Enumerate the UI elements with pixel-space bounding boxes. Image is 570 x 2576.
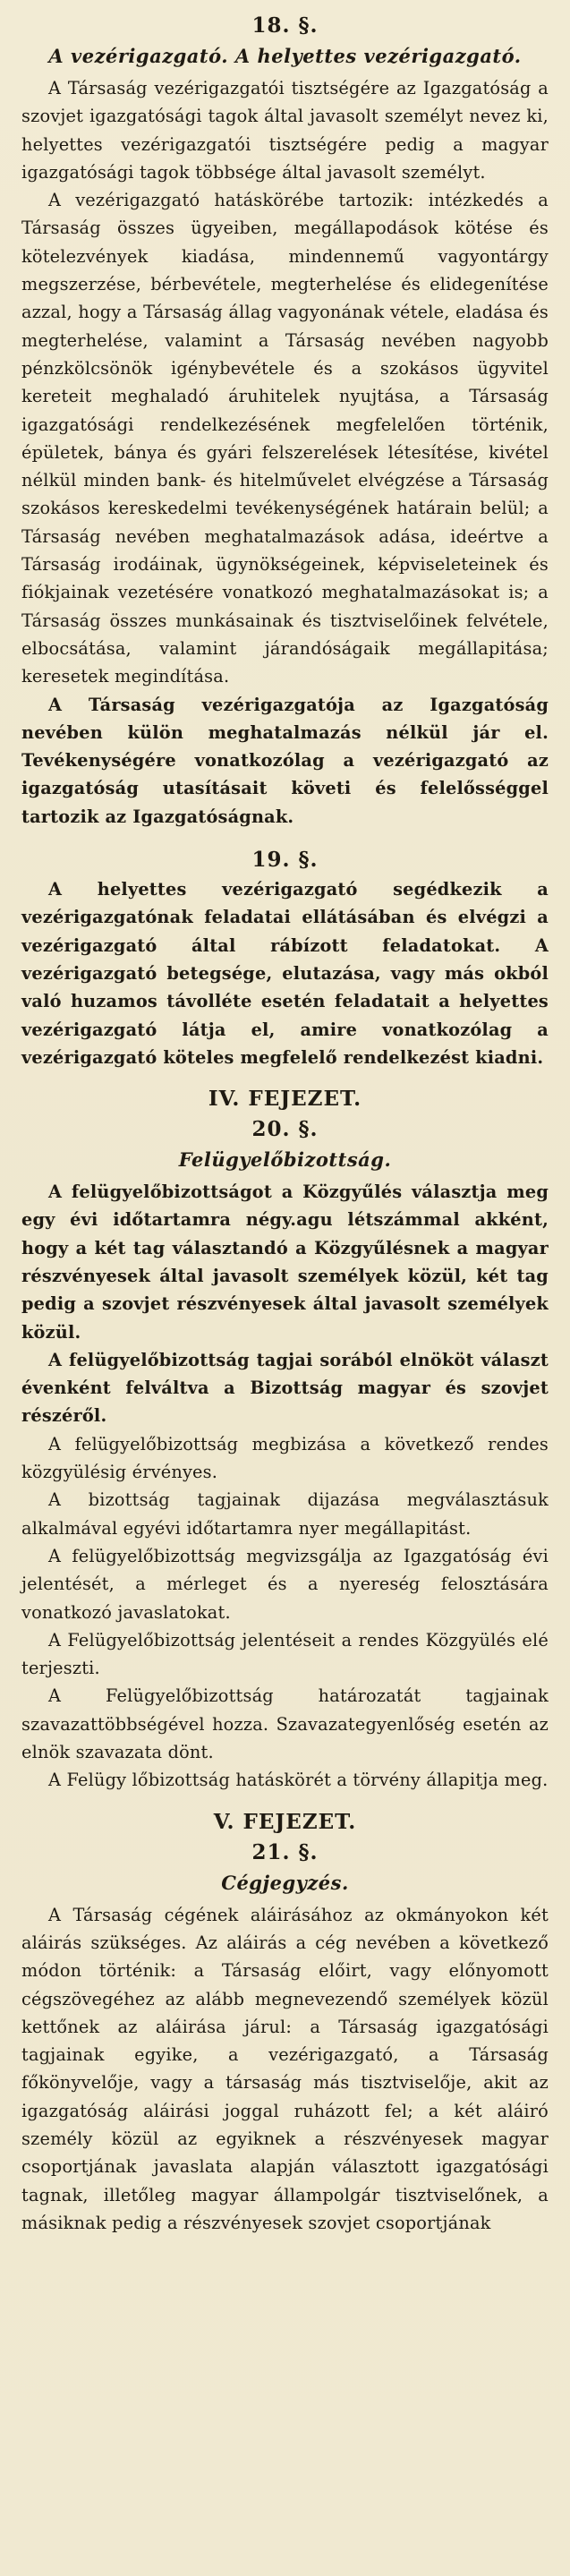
section-heading: 20. §. — [251, 1117, 319, 1142]
spacer — [21, 831, 549, 845]
paragraph: A Felügyelőbizottság határozatát tagjainak szavazattöbbségével hozza. Szavazategyenlőség esetén az elnök szavazata dönt. — [21, 1685, 549, 1763]
chapter-heading: V. FEJEZET. — [213, 1809, 357, 1834]
paragraph: A Társaság vezérigazgatói tisztségére az Igazgatóság a szovjet igazgatósági tagok által javasolt személyt nevez ki, helyettes vezérigazgatói tisztségére pedig a magyar igazgatósági tagok többsége által javasolt személyt. — [21, 78, 549, 183]
paragraph: A felügyelőbizottság megbizása a következő rendes közgyülésig érvényes. — [21, 1433, 549, 1483]
section-heading: 19. §. — [251, 848, 319, 873]
paragraph: A felügyelőbizottság megvizsgálja az Igazgatóság évi jelentését, a mérleget és a nyereség felosztására vonatkozó javaslatokat. — [21, 1545, 549, 1623]
chapter-heading: IV. FEJEZET. — [208, 1087, 362, 1112]
paragraph: A Társaság vezérigazgatója az Igazgatóság nevében külön meghatalmazás nélkül jár el. Tevékenységére vonatkozólag a vezérigazgató az igazgatóság utasításait követi és felelősséggel tartozik az Igazgatóságnak. — [21, 694, 549, 827]
paragraph: A Felügyelőbizottság jelentéseit a rendes Közgyülés elé terjeszti. — [21, 1629, 549, 1679]
section-subtitle: Cégjegyzés. — [221, 1871, 349, 1894]
section-heading: 21. §. — [251, 1839, 319, 1864]
section-20 — [21, 1114, 549, 1795]
section-heading: 18. §. — [251, 13, 319, 38]
section-19 — [21, 845, 549, 1071]
paragraph: A Felügy lőbizottság hatáskörét a törvény állapitja meg. — [48, 1770, 549, 1791]
paragraph: A Társaság cégének aláirásához az okmányokon két aláirás szükséges. Az aláirás a cég nevében a következő módon történik: a Társaság előirt, vagy előnyomott cégszövegéhez az alább megnevezendő személyek közül kettőnek az aláirása járul: a Társaság igazgatósági tagjainak egyike, a vezérigazgató, a Társaság főkönyvelője, vagy a társaság más tisztviselője, akit az igazgatóság aláirási joggal ruházott fel; a két aláiró személy közül az egyiknek a részvényesek magyar csoportjának javaslata alapján választott igazgatósági tagnak, illetőleg magyar állampolgár tisztviselőnek, a másiknak pedig a részvényesek szovjet csoportjának — [21, 1904, 549, 2233]
section-21 — [21, 1838, 549, 2238]
section-subtitle: A vezérigazgató. A helyettes vezérigazgató. — [48, 45, 522, 67]
section-18 — [21, 11, 549, 831]
paragraph: A bizottság tagjainak dijazása megválasztásuk alkalmával egyévi időtartamra nyer megállapitást. — [21, 1489, 549, 1539]
paragraph: A felügyelőbizottságot a Közgyűlés választja meg egy évi időtartamra négy.agu létszámmal akként, hogy a két tag választandó a Közgyűlésnek a magyar részvényesek által javasolt személyek közül, két tag pedig a szovjet részvényesek által javasolt személyek közül. — [21, 1181, 549, 1343]
section-subtitle: Felügyelőbizottság. — [178, 1148, 392, 1172]
paragraph: A helyettes vezérigazgató segédkezik a vezérigazgatónak feladatai ellátásában és elvégzi a vezérigazgató által rábízott feladatokat. A vezérigazgató betegsége, elutazása, vagy más okból való huzamos távolléte esetén feladatait a helyettes vezérigazgató látja el, amire vonatkozólag a vezérigazgató köteles megfelelő rendelkezést kiadni. — [21, 879, 549, 1068]
paragraph: A vezérigazgató hatáskörébe tartozik: intézkedés a Társaság összes ügyeiben, megállapodások kötése és kötelezvények kiadása, mindennemű vagyontárgy megszerzése, bérbevétele, megterhelése és elidegenítése azzal, hogy a Társaság állag vagyonának vétele, eladása és megterhelése, valamint a Társaság nevében nagyobb pénzkölcsönök igénybevétele és a szokásos ügyvitel kereteit meghaladó áruhitelek nyujtása, a Társaság igazgatósági rendelkezésének megfelelően történik, épületek, bánya és gyári felszerelések létesítése, kivétel nélkül minden bank- és hitelművelet elvégzése a Társaság szokásos kereskedelmi tevékenységének határain belül; a Társaság nevében meghatalmazások adása, ideértve a Társaság irodáinak, ügynökségeinek, képviseleteinek és fiókjainak vezetésére vonatkozó meghatalmazásokat is; a Társaság összes munkásainak és tisztviselőinek felvétele, elbocsátása, valamint járandóságaik megállapitása; keresetek megindítása. — [21, 190, 549, 687]
paragraph: A felügyelőbizottság tagjai sorából elnököt választ évenként felváltva a Bizottság magyar és szovjet részéről. — [21, 1349, 549, 1427]
